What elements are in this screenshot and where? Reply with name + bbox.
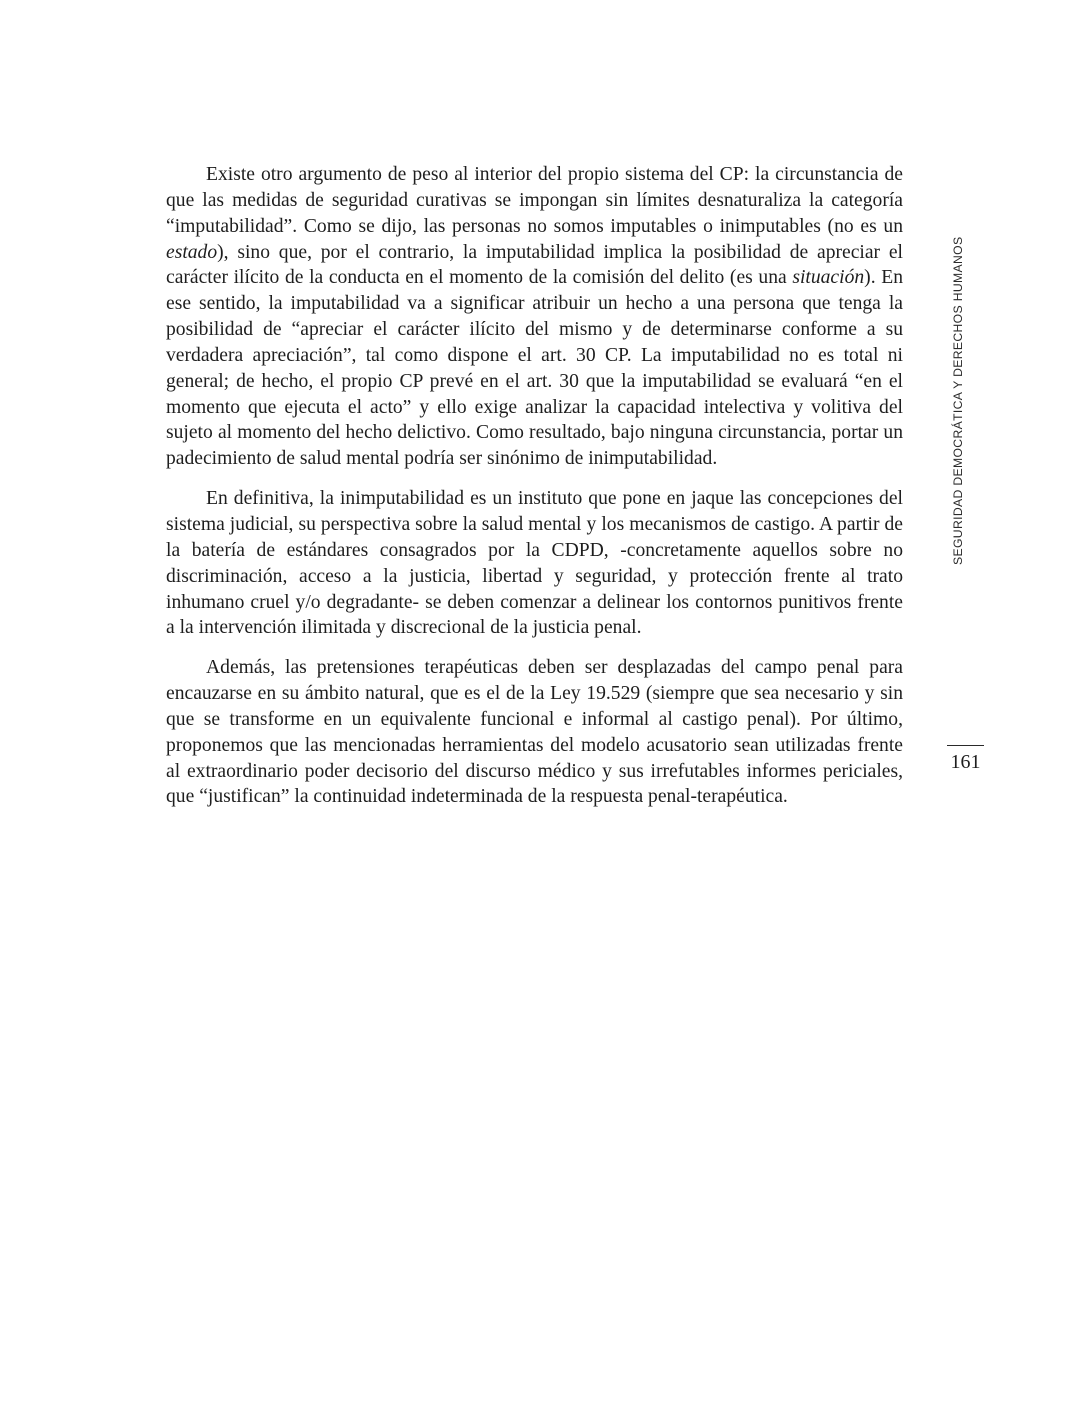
text-run: ). En ese sentido, la imputabilidad va a significar atribuir un hecho a una persona que tenga la posibilidad de “apreciar el carácter ilícito del mismo y de determinarse conforme a su verdadera apreciación”, tal como dispone el art. 30 CP. La imputabilidad no es total ni general; de hecho, el propio CP prevé en el art. 30 que la imputabilidad se evaluará “en el momento que ejecuta el acto” y ello exige analizar la capacidad intelectiva y volitiva del sujeto al momento del hecho delictivo. Como resultado, bajo ninguna circunstancia, portar un padecimiento de salud mental podría ser sinónimo de inimputabilidad. [166, 267, 903, 470]
text-run: Existe otro argumento de peso al interior del propio sistema del CP: la circunstancia de que las medidas de seguridad curativas se impongan sin límites desnaturaliza la categoría “imputabilidad”. Como se dijo, las personas no somos imputables o inimputables (no es un [166, 164, 903, 237]
text-run: En definitiva, la inimputabilidad es un instituto que pone en jaque las concepciones del sistema judicial, su perspectiva sobre la salud mental y los mecanismos de castigo. A partir de la batería de estándares consagrados por la CDPD, -concretamente aquellos sobre no discriminación, acceso a la justicia, libertad y seguridad, y protección frente al trato inhumano cruel y/o degradante- se deben comenzar a delinear los contornos punitivos frente a la intervención ilimitada y discrecional de la justicia penal. [166, 488, 903, 639]
running-head: SEGURIDAD DEMOCRÁTICA Y DERECHOS HUMANOS [951, 236, 965, 565]
italic-term-situacion: situación [792, 267, 865, 289]
text-run: Además, las pretensiones terapéuticas deben ser desplazadas del campo penal para encauzarse en su ámbito natural, que es el de la Ley 19.529 (siempre que sea necesario y sin que se transforme en un equivalente funcional e informal al castigo penal). Por último, proponemos que las mencionadas herramientas del modelo acusatorio sean utilizadas frente al extraordinario poder decisorio del discurso médico y sus irrefutables informes periciales, que “justifican” la continuidad indeterminada de la respuesta penal-terapéutica. [166, 657, 903, 808]
paragraph-1 [166, 162, 903, 472]
page-number-rule [947, 745, 984, 746]
text-run: ), sino que, por el contrario, la imputabilidad implica la posibilidad de apreciar el carácter ilícito de la conducta en el momento de la comisión del delito (es una [166, 241, 903, 289]
page-number: 161 [950, 751, 981, 773]
paragraph-2 [166, 486, 903, 641]
body-text [166, 162, 903, 824]
italic-term-estado: estado [166, 241, 218, 263]
paragraph-3 [166, 655, 903, 810]
